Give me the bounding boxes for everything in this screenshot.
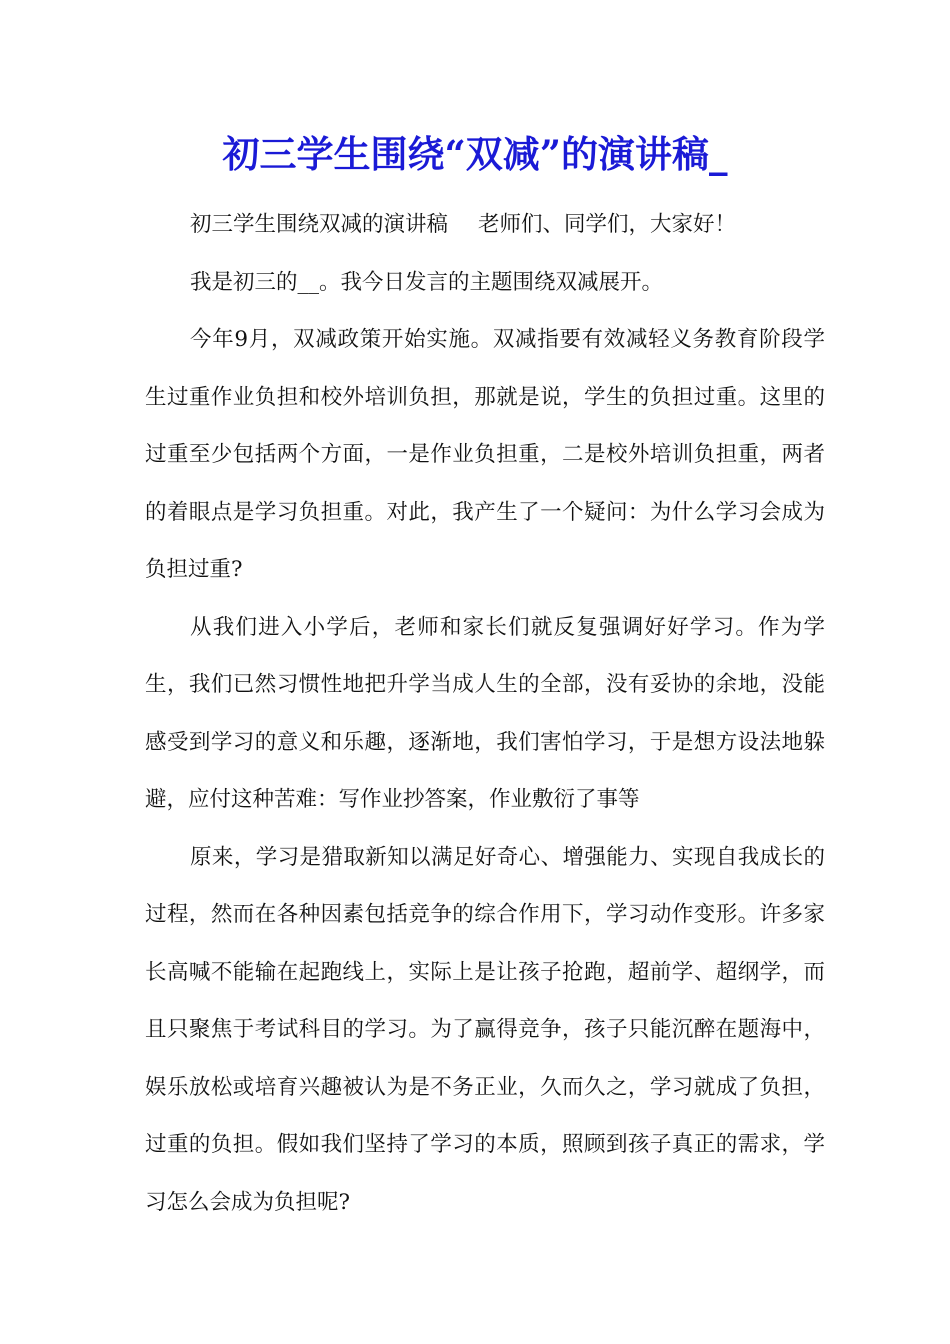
- intro-greeting: 老师们、同学们，大家好！: [478, 212, 737, 237]
- intro-heading: 初三学生围绕双减的演讲稿: [190, 212, 449, 237]
- paragraph-4: 原来，学习是猎取新知以满足好奇心、增强能力、实现自我成长的过程，然而在各种因素包括竞争的综合作用下，学习动作变形。许多家长高喊不能输在起跑线上，实际上是让孩子抢跑，超前学、超纲学，而且只聚焦于考试科目的学习。为了赢得竞争，孩子只能沉醉在题海中，娱乐放松或培育兴趣被认为是不务正业，久而久之，学习就成了负担，过重的负担。假如我们坚持了学习的本质，照顾到孩子真正的需求，学习怎么会成为负担呢?: [145, 844, 825, 1215]
- paragraph-2: 今年9月，双减政策开始实施。双减指要有效减轻义务教育阶段学生过重作业负担和校外培训负担，那就是说，学生的负担过重。这里的过重至少包括两个方面，一是作业负担重，二是校外培训负担重，两者的着眼点是学习负担重。对此，我产生了一个疑问：为什么学习会成为负担过重?: [145, 327, 825, 582]
- paragraph-1: 我是初三的__。我今日发言的主题围绕双减展开。: [190, 269, 664, 295]
- document-body: [145, 196, 825, 1231]
- paragraph-3: 从我们进入小学后，老师和家长们就反复强调好好学习。作为学生，我们已然习惯性地把升学当成人生的全部，没有妥协的余地，没能感受到学习的意义和乐趣，逐渐地，我们害怕学习，于是想方设法地躲避，应付这种苦难：写作业抄答案，作业敷衍了事等: [145, 614, 825, 812]
- intro-paragraph: [145, 196, 825, 254]
- document-title: 初三学生围绕“双减”的演讲稿_: [222, 132, 728, 176]
